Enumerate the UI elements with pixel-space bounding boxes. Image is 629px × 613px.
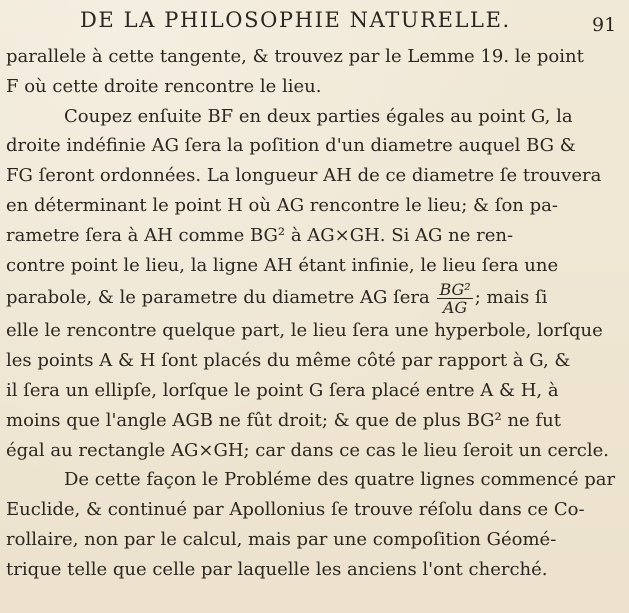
fraction-numerator: BG² — [439, 279, 471, 299]
text-line: égal au rectangle AG×GH; car dans ce cas le lieu ſeroit un cercle. — [6, 439, 610, 461]
page-number: 91 — [592, 14, 617, 36]
paragraph-start-line: De cette façon le Probléme des quatre lignes commencé par — [64, 469, 616, 491]
running-title: DE LA PHILOSOPHIE NATURELLE. — [80, 8, 511, 32]
text-line: moins que l'angle AGB ne fût droit; & que de plus BG² ne fut — [6, 409, 561, 431]
text-line: il ſera un ellipſe, lorſque le point G ſera placé entre A & H, à — [6, 379, 559, 401]
text-line: elle le rencontre quelque part, le lieu ſera une hyperbole, lorſque — [6, 320, 603, 342]
fraction-line-text-after: ; mais ſi — [474, 287, 548, 309]
page-header — [0, 4, 629, 38]
text-line: les points A & H ſont placés du même côté par rapport à G, & — [6, 350, 571, 372]
paragraph-start-line: Coupez enſuite BF en deux parties égales au point G, la — [64, 105, 573, 127]
text-line: en déterminant le point H où AG rencontre le lieu; & ſon pa- — [6, 194, 558, 216]
text-line: droite indéfinie AG ſera la poſition d'un diametre auquel BG & — [6, 135, 576, 157]
text-line: FG ſeront ordonnées. La longueur AH de ce diametre ſe trouvera — [6, 165, 602, 187]
text-line: F où cette droite rencontre le lieu. — [6, 75, 322, 97]
text-line: trique telle que celle par laquelle les anciens l'ont cherché. — [6, 558, 548, 580]
fraction-line — [6, 280, 620, 316]
text-line: Euclide, & continué par Apollonius ſe trouve réſolu dans ce Co- — [6, 499, 585, 521]
text-line: rollaire, non par le calcul, mais par une compoſition Géomé- — [6, 528, 557, 550]
body-text — [6, 42, 620, 585]
text-line: contre point le lieu, la ligne AH étant infinie, le lieu ſera une — [6, 254, 559, 276]
fraction-denominator: AG — [442, 297, 468, 317]
fraction-line-text-before: parabole, & le parametre du diametre AG ſera — [6, 287, 430, 309]
fraction — [437, 281, 472, 316]
text-line: parallele à cette tangente, & trouvez par le Lemme 19. le point — [6, 46, 584, 67]
text-line: rametre ſera à AH comme BG² à AG×GH. Si AG ne ren- — [6, 224, 514, 246]
